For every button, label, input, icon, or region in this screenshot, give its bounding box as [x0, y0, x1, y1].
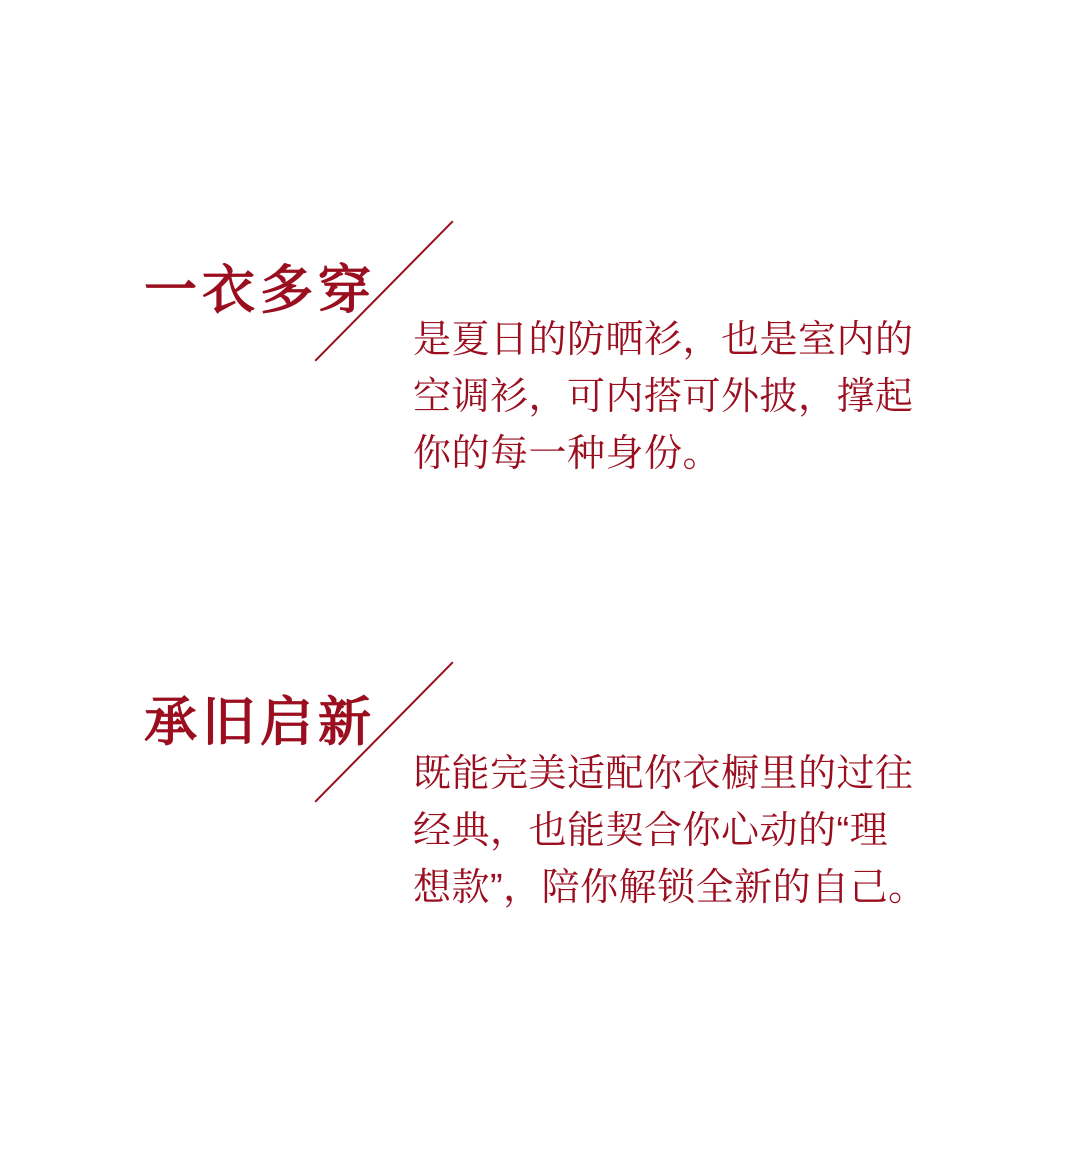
body-line: 你的每一种身份。 — [413, 433, 722, 475]
body-line: 既能完美适配你衣橱里的过往 — [413, 753, 914, 795]
body-paragraph — [413, 312, 1013, 483]
body-line: 经典，也能契合你心动的“理 — [413, 810, 889, 852]
body-line: 想款”，陪你解锁全新的自己。 — [413, 867, 927, 909]
section-heading: 一衣多穿 — [144, 260, 376, 320]
section-heading: 承旧启新 — [144, 692, 376, 752]
body-line: 空调衫，可内搭可外披，撑起 — [413, 376, 914, 418]
body-line: 是夏日的防晒衫，也是室内的 — [413, 319, 914, 361]
body-paragraph — [413, 746, 1013, 917]
